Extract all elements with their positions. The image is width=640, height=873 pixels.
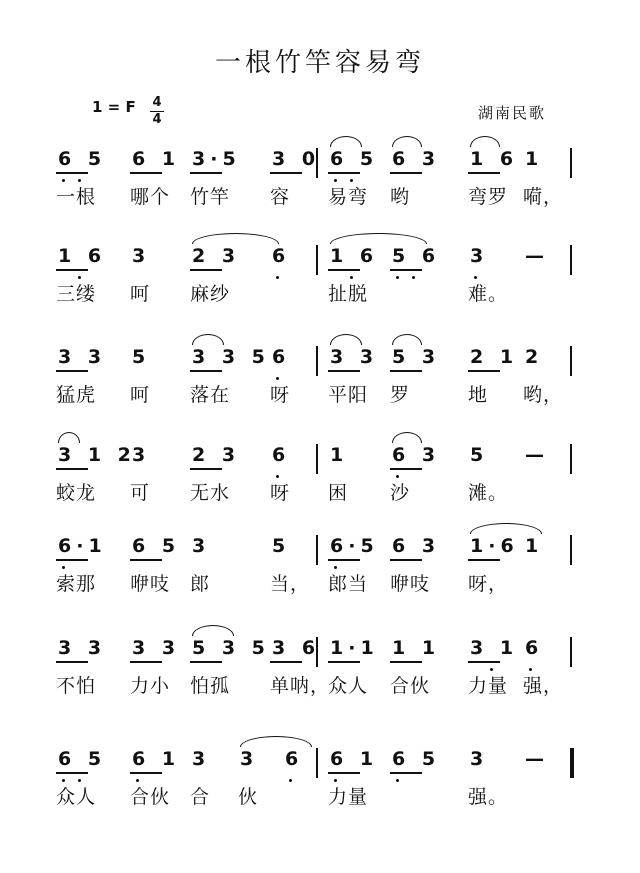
beam-underline [468, 370, 500, 372]
end-bar-line [570, 637, 572, 667]
note-group: 5 [470, 444, 489, 466]
beam-underline [56, 269, 88, 271]
lyric-text: 单呐， [270, 675, 331, 697]
lyric-text: 咿吱 [130, 573, 171, 595]
lyric-text: 郎 [190, 573, 211, 595]
beam-underline [390, 772, 422, 774]
lyric-text: 力量 [468, 675, 509, 697]
slur-arc [470, 136, 500, 147]
beam-underline [390, 468, 422, 470]
octave-dot [78, 276, 81, 279]
note-group: 6 3 [392, 148, 441, 170]
score-line [0, 148, 640, 238]
note-group: 6 5 [132, 535, 181, 557]
lyric-text: 竹竿 [190, 186, 231, 208]
note-group: — [525, 748, 549, 770]
beam-underline [328, 661, 360, 663]
note-group: 6 [272, 346, 291, 368]
lyric-text: 易弯 [328, 186, 369, 208]
lyric-text: 众人 [328, 675, 369, 697]
bar-line [316, 535, 318, 565]
note-group: 3 3 5 [192, 346, 270, 368]
octave-dot [62, 566, 65, 569]
lyric-text: 哟， [523, 384, 564, 406]
note-group: — [525, 444, 549, 466]
note-group: 1 [525, 535, 544, 557]
beam-underline [56, 559, 88, 561]
end-bar-line [570, 444, 572, 474]
octave-dot [334, 779, 337, 782]
lyric-text: 麻纱 [190, 283, 231, 305]
note-group: 1 6 [58, 245, 107, 267]
beam-underline [468, 661, 500, 663]
lyric-text: 合伙 [130, 786, 171, 808]
note-group: 3 1 [470, 637, 519, 659]
lyric-text: 不怕 [56, 675, 97, 697]
lyric-text: 呀 [270, 482, 291, 504]
slur-arc [240, 736, 312, 747]
octave-dot [529, 668, 532, 671]
lyric-text: 力小 [130, 675, 171, 697]
octave-dot [276, 475, 279, 478]
note-group: 3 [132, 245, 151, 267]
beam-underline [190, 269, 222, 271]
octave-dot [350, 179, 353, 182]
note-group: 6 [525, 637, 544, 659]
octave-dot [396, 276, 399, 279]
slur-arc [392, 136, 422, 147]
beam-underline [56, 172, 88, 174]
octave-dot [334, 566, 337, 569]
beam-underline [56, 772, 88, 774]
lyric-text: 落在 [190, 384, 231, 406]
lyric-text: 地 [468, 384, 489, 406]
lyric-text: 猛虎 [56, 384, 97, 406]
lyric-text: 合 [190, 786, 211, 808]
note-group: 3 [192, 748, 211, 770]
beam-underline [130, 772, 162, 774]
note-group: 5 3 [392, 346, 441, 368]
beam-underline [56, 370, 88, 372]
beam-underline [390, 370, 422, 372]
lyric-text: 索那 [56, 573, 97, 595]
beam-underline [328, 172, 360, 174]
beam-underline [270, 661, 302, 663]
lyric-text: 郎当 [328, 573, 369, 595]
score-line [0, 535, 640, 625]
end-bar-line [570, 346, 572, 376]
note-group: 6 [272, 245, 291, 267]
bar-line [316, 245, 318, 275]
lyric-text: 罗 [390, 384, 411, 406]
note-group: 2 3 [192, 245, 241, 267]
lyric-text: 平阳 [328, 384, 369, 406]
slur-arc [192, 334, 224, 345]
note-group: 3 [470, 748, 489, 770]
beam-underline [390, 661, 422, 663]
lyric-text: 呀， [468, 573, 509, 595]
octave-dot [289, 779, 292, 782]
octave-dot [78, 179, 81, 182]
lyric-text: 蛟龙 [56, 482, 97, 504]
octave-dot [396, 475, 399, 478]
bar-line [316, 148, 318, 178]
octave-dot [350, 276, 353, 279]
octave-dot [62, 779, 65, 782]
note-group: 3 1 2 [58, 444, 136, 466]
note-group: 6 5 [392, 748, 441, 770]
lyric-text: 滩。 [468, 482, 509, 504]
beam-underline [390, 559, 422, 561]
lyric-text: 困 [328, 482, 349, 504]
lyric-text: 一根 [56, 186, 97, 208]
score-line [0, 444, 640, 534]
end-bar-line [570, 148, 572, 178]
octave-dot [78, 779, 81, 782]
slur-arc [392, 334, 422, 345]
beam-underline [270, 172, 302, 174]
note-group: 6 [285, 748, 304, 770]
lyric-text: 强， [523, 675, 564, 697]
note-group: 1 6 [470, 148, 519, 170]
lyric-text: 咿吱 [390, 573, 431, 595]
lyric-text: 强。 [468, 786, 509, 808]
lyric-text: 怕孤 [190, 675, 231, 697]
lyric-text: 无水 [190, 482, 231, 504]
lyric-text: 当， [270, 573, 311, 595]
beam-underline [328, 772, 360, 774]
end-bar-line [570, 535, 572, 565]
lyric-text: 三缕 [56, 283, 97, 305]
note-group: 6 [272, 444, 291, 466]
note-group: 6 5 [58, 748, 107, 770]
key-signature: 1 = F [92, 98, 136, 116]
lyric-text: 呀 [270, 384, 291, 406]
note-group: 1 6 [330, 245, 379, 267]
bar-line [316, 444, 318, 474]
note-group: 2 [525, 346, 544, 368]
meter-top: 4 [152, 95, 162, 110]
beam-underline [328, 269, 360, 271]
octave-dot [276, 276, 279, 279]
beam-underline [190, 468, 222, 470]
slur-arc [192, 625, 234, 636]
lyric-text: 难。 [468, 283, 509, 305]
end-bar-line [570, 245, 572, 275]
note-group: 6 3 [392, 535, 441, 557]
lyric-text: 容 [270, 186, 291, 208]
beam-underline [390, 269, 422, 271]
note-group: 6 3 [392, 444, 441, 466]
note-group: 3 6 [272, 637, 321, 659]
note-group: 5 [132, 346, 151, 368]
note-group: 1·6 [470, 535, 519, 557]
song-source: 湖南民歌 [478, 104, 547, 122]
beam-underline [390, 172, 422, 174]
lyric-text: 合伙 [390, 675, 431, 697]
note-group: 5 6 [392, 245, 441, 267]
note-group: 6 1 [132, 748, 181, 770]
octave-dot [62, 179, 65, 182]
note-group: 3 [470, 245, 489, 267]
beam-underline [190, 370, 222, 372]
note-group: 6 5 [58, 148, 107, 170]
note-group: 6·1 [58, 535, 107, 557]
beam-underline [328, 559, 360, 561]
time-signature [150, 96, 164, 127]
note-group: 3 0 [272, 148, 321, 170]
lyric-text: 扯脱 [328, 283, 369, 305]
note-group: 1 1 [392, 637, 441, 659]
note-group: 6·5 [330, 535, 379, 557]
score-line [0, 637, 640, 727]
beam-underline [56, 468, 88, 470]
meter-bottom: 4 [152, 112, 162, 127]
bar-line [316, 346, 318, 376]
note-group: 1·1 [330, 637, 379, 659]
beam-underline [468, 172, 500, 174]
note-group: 6 1 [132, 148, 181, 170]
note-group: 3 3 [330, 346, 379, 368]
lyric-text: 力量 [328, 786, 369, 808]
octave-dot [412, 276, 415, 279]
beam-underline [190, 172, 222, 174]
lyric-text: 伙 [238, 786, 259, 808]
octave-dot [396, 779, 399, 782]
note-group: 6 1 [330, 748, 379, 770]
slur-arc [330, 334, 362, 345]
octave-dot [276, 377, 279, 380]
bar-line [316, 748, 318, 778]
note-group: 2 1 [470, 346, 519, 368]
score-line [0, 748, 640, 838]
beam-underline [56, 661, 88, 663]
beam-underline [130, 559, 162, 561]
octave-dot [474, 276, 477, 279]
lyric-text: 哪个 [130, 186, 171, 208]
lyric-text: 哟 [390, 186, 411, 208]
note-group: 1 [330, 444, 349, 466]
lyric-text: 呵 [130, 384, 151, 406]
score-line [0, 346, 640, 436]
note-group: — [525, 245, 549, 267]
beam-underline [130, 172, 162, 174]
note-group: 3 3 [58, 637, 107, 659]
note-group: 5 [272, 535, 291, 557]
lyric-text: 嗬， [523, 186, 564, 208]
note-group: 3 [132, 444, 151, 466]
bar-line [316, 637, 318, 667]
note-group: 1 [525, 148, 544, 170]
beam-underline [130, 661, 162, 663]
octave-dot [334, 179, 337, 182]
lyric-text: 沙 [390, 482, 411, 504]
octave-dot [490, 668, 493, 671]
beam-underline [190, 661, 222, 663]
note-group: 5 3 5 [192, 637, 270, 659]
note-group: 3 3 [58, 346, 107, 368]
final-bar-line [570, 748, 574, 778]
beam-underline [328, 370, 360, 372]
octave-dot [136, 779, 139, 782]
slur-arc [330, 136, 362, 147]
note-group: 3 3 [132, 637, 181, 659]
song-title: 一根竹竿容易弯 [214, 48, 425, 78]
note-group: 3 [240, 748, 259, 770]
score-line [0, 245, 640, 335]
lyric-text: 弯罗 [468, 186, 509, 208]
note-group: 3·5 [192, 148, 241, 170]
note-group: 2 3 [192, 444, 241, 466]
note-group: 3 [192, 535, 211, 557]
note-group: 6 5 [330, 148, 379, 170]
beam-underline [468, 559, 500, 561]
lyric-text: 众人 [56, 786, 97, 808]
lyric-text: 呵 [130, 283, 151, 305]
lyric-text: 可 [130, 482, 151, 504]
